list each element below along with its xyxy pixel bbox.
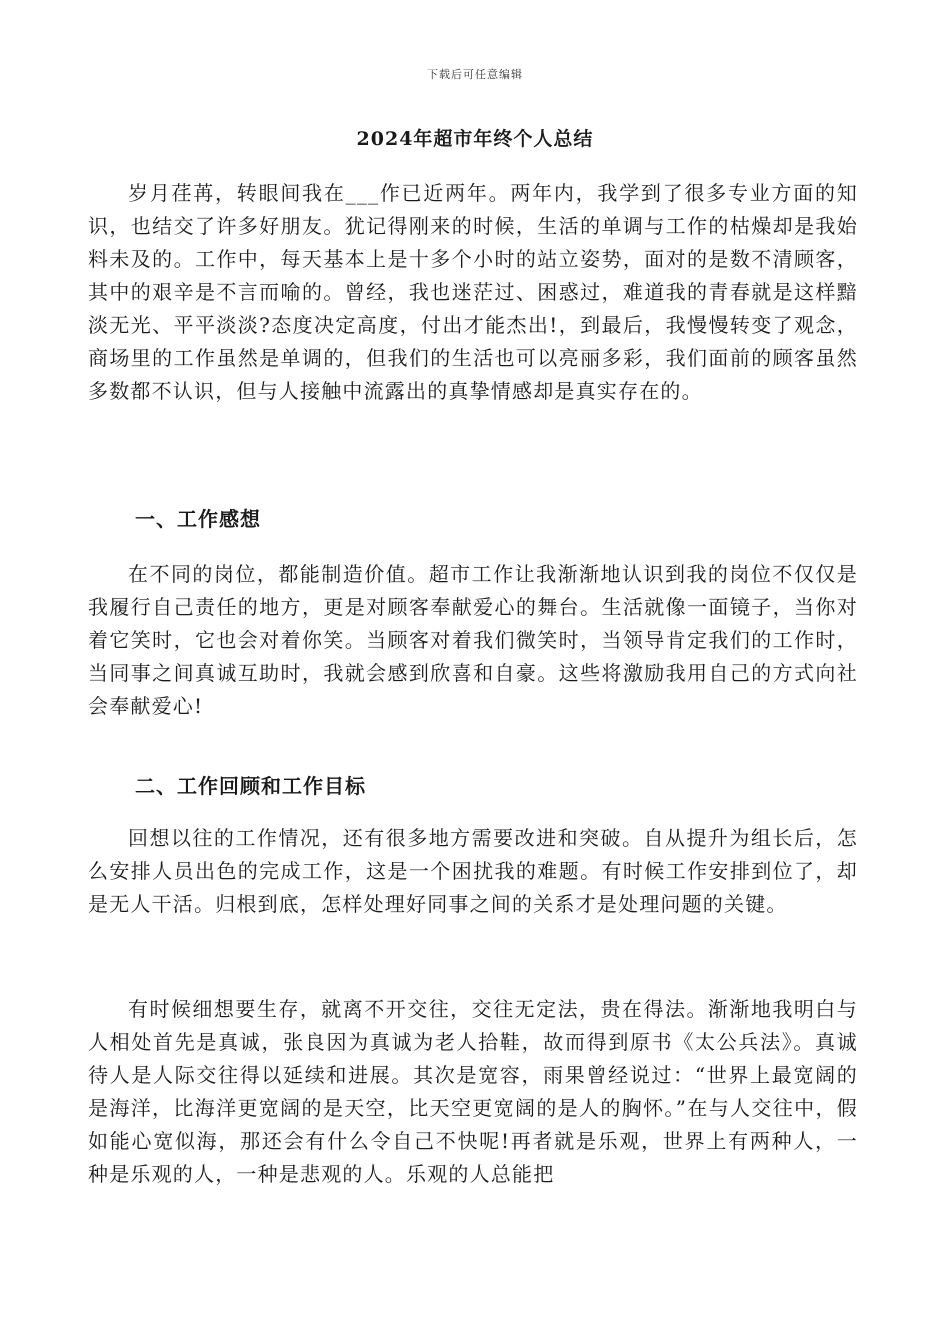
- section2-paragraph-1: 回想以往的工作情况，还有很多地方需要改进和突破。自从提升为组长后，怎么安排人员出色的完成工作，这是一个困扰我的难题。有时候工作安排到位了，却是无人干活。归根到底，怎样处理好同事之间的关系才是处理问题的关键。: [88, 826, 858, 916]
- section2-block-2: [88, 993, 858, 1191]
- section1-paragraph: 在不同的岗位，都能制造价值。超市工作让我渐渐地认识到我的岗位不仅仅是我履行自己责任的地方，更是对顾客奉献爱心的舞台。生活就像一面镜子，当你对着它笑时，它也会对着你笑。当顾客对着我们微笑时，当领导肯定我们的工作时，当同事之间真诚互助时，我就会感到欣喜和自豪。这些将激励我用自己的方式向社会奉献爱心!: [88, 562, 858, 718]
- section-heading-2: 二、工作回顾和工作目标: [135, 774, 366, 798]
- section-heading-1: 一、工作感想: [135, 507, 261, 531]
- intro-paragraph: 岁月荏苒，转眼间我在___作已近两年。两年内，我学到了很多专业方面的知识，也结交了许多好朋友。犹记得刚来的时候，生活的单调与工作的枯燥却是我始料未及的。工作中，每天基本上是十多个小时的站立姿势，面对的是数不清顾客，其中的艰辛是不言而喻的。曾经，我也迷茫过、困惑过，难道我的青春就是这样黯淡无光、平平淡淡?态度决定高度，付出才能杰出!，到最后，我慢慢转变了观念，商场里的工作虽然是单调的，但我们的生活也可以亮丽多彩，我们面前的顾客虽然多数都不认识，但与人接触中流露出的真挚情感却是真实存在的。: [88, 181, 858, 403]
- document-title: 2024年超市年终个人总结: [356, 128, 594, 150]
- section1-block: [88, 558, 858, 723]
- section2-paragraph-2: 有时候细想要生存，就离不开交往，交往无定法，贵在得法。渐渐地我明白与人相处首先是真诚，张良因为真诚为老人拾鞋，故而得到原书《太公兵法》。真诚待人是人际交往得以延续和进展。其次是宽容，雨果曾经说过：“世界上最宽阔的是海洋，比海洋更宽阔的是天空，比天空更宽阔的是人的胸怀。”在与人交往中，假如能心宽似海，那还会有什么令自己不快呢!再者就是乐观，世界上有两种人，一种是乐观的人，一种是悲观的人。乐观的人总能把: [88, 997, 858, 1186]
- section2-block-1: [88, 822, 858, 921]
- intro-block: [88, 177, 858, 408]
- header-watermark: 下载后可任意编辑: [427, 68, 523, 81]
